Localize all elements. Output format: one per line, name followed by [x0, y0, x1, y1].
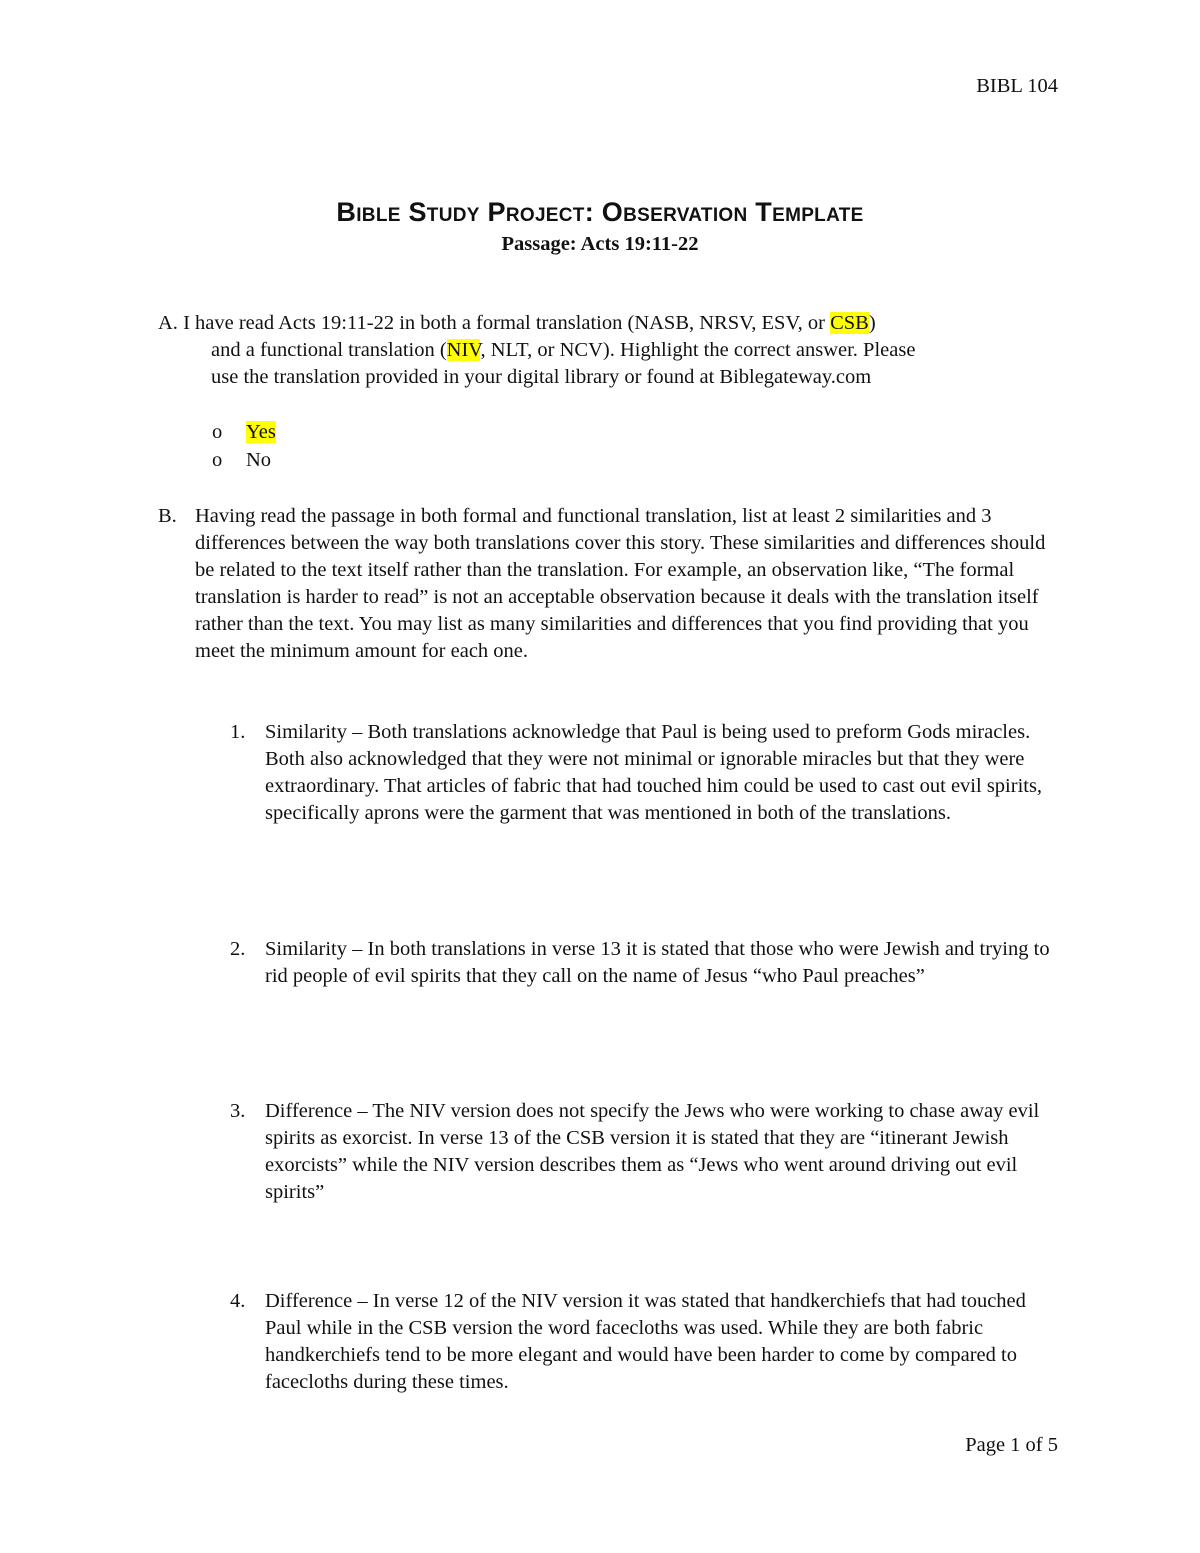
course-code: BIBL 104 — [976, 75, 1058, 97]
section-b-instructions: Having read the passage in both formal and functional translation, list at least 2 similarities and 3 differences between the way both translations cover this story. These similarities and differences should be related to the text itself rather than the translation. For example, an observation like, “The formal translation is harder to read” is not an acceptable observation because it deals with the translation itself rather than the text. You may list as many similarities and differences that you find providing that you meet the minimum amount for each one. — [195, 505, 1046, 662]
list-item-text: Similarity – In both translations in verse 13 it is stated that those who were Jewish and trying to rid people of evil spirits that they call on the name of Jesus “who Paul preaches” — [265, 938, 1050, 987]
page-title: Bible Study Project: Observation Template — [336, 197, 864, 227]
list-item-number: 3. — [230, 1100, 246, 1122]
bullet-icon: o — [212, 421, 223, 443]
page-number: Page 1 of 5 — [965, 1434, 1058, 1456]
list-item-number: 4. — [230, 1290, 246, 1312]
passage-reference: Passage: Acts 19:11-22 — [501, 233, 699, 255]
option-no-label: No — [246, 449, 272, 471]
list-item-number: 2. — [230, 938, 246, 960]
list-item-number: 1. — [230, 721, 246, 743]
section-a-line2: and a functional translation (NIV, NLT, or NCV). Highlight the correct answer. Please — [211, 339, 916, 361]
section-a-line1: A. I have read Acts 19:11-22 in both a formal translation (NASB, NRSV, ESV, or CSB) — [158, 312, 876, 334]
option-yes-label: Yes — [246, 421, 276, 443]
section-a-letter: A. — [158, 312, 178, 334]
section-a-continuation — [211, 337, 1071, 391]
highlight-csb: CSB — [830, 312, 869, 334]
bullet-icon: o — [212, 449, 223, 471]
list-item-text: Similarity – Both translations acknowledge that Paul is being used to preform Gods miracles. Both also acknowledged that they were not minimal or ignorable miracles but that they were extraordinary. That articles of fabric that had touched him could be used to cast out evil spirits, specifically aprons were the garment that was mentioned in both of the translations. — [265, 721, 1043, 824]
option-no — [212, 447, 271, 474]
section-a-line3: use the translation provided in your digital library or found at Biblegateway.com — [211, 366, 872, 388]
highlight-niv: NIV — [446, 339, 481, 361]
list-item-text: Difference – The NIV version does not specify the Jews who were working to chase away evil spirits as exorcist. In verse 13 of the CSB version it is stated that they are “itinerant Jewish exorcists” while the NIV version describes them as “Jews who went around driving out evil spirits” — [265, 1100, 1040, 1203]
option-yes — [212, 419, 276, 446]
section-b-letter: B. — [158, 505, 177, 527]
list-item-text: Difference – In verse 12 of the NIV version it was stated that handkerchiefs that had touched Paul while in the CSB version the word facecloths was used. While they are both fabric handkerchiefs tend to be more elegant and would have been harder to come by compared to facecloths during these times. — [265, 1290, 1026, 1393]
